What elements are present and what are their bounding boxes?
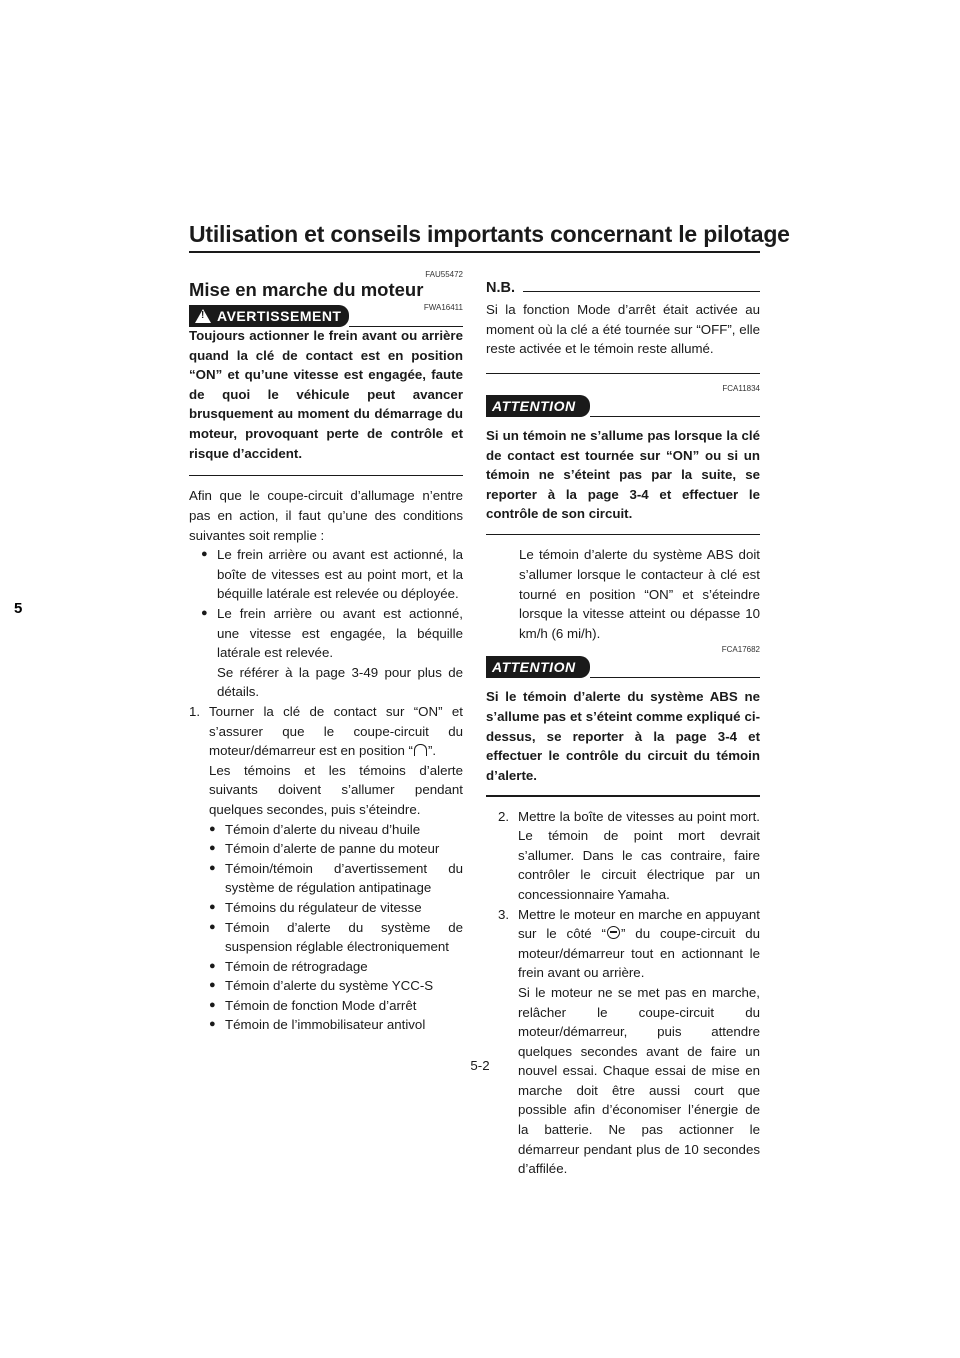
section-title: Mise en marche du moteur — [189, 279, 424, 300]
attention1-code: FCA11834 — [722, 384, 760, 394]
left-column — [189, 270, 463, 1035]
chapter-tab-number: 5 — [14, 600, 23, 617]
attention1-end-rule — [486, 534, 760, 535]
bullet-icon: ● — [209, 900, 216, 913]
list-item: ● Témoin d’alerte du système YCC-S — [209, 976, 463, 996]
indicators-list — [189, 820, 463, 1036]
right-column — [486, 280, 760, 1179]
conditions-list — [189, 545, 463, 702]
abs-text: Le témoin d’alerte du système ABS doit s’allumer lorsque le contacteur à clé est tourné en position “ON” et s’éteindre lorsque la vitesse atteint ou dépasse 10 km/h (6 mi/h). — [519, 547, 760, 641]
nb-text: Si la fonction Mode d’arrêt était activée au moment où la clé a été tournée sur “OFF”, elle reste activée et le témoin reste allumé. — [486, 302, 760, 357]
header-rule — [189, 251, 760, 253]
warning-text: Toujours actionner le frein avant ou arrière quand la clé de contact est en position “ON” et qu’une vitesse est engagée, faute de quoi le véhicule peut avancer brusquement au moment du démarrage du moteur, provoquant perte de contrôle et risque d’accident. — [189, 328, 463, 461]
list-item: ● Témoin d’alerte du niveau d’huile — [209, 820, 463, 840]
intro-text: Afin que le coupe-circuit d’allumage n’entre pas en action, il faut qu’une des conditions suivantes soit remplie : — [189, 488, 463, 543]
warning-code: FWA16411 — [423, 303, 463, 312]
bullet-icon: ● — [209, 998, 216, 1011]
warning-triangle-icon — [195, 309, 211, 323]
bullet-icon: ● — [209, 861, 216, 874]
list-item: ● Témoin de fonction Mode d’arrêt — [209, 996, 463, 1016]
warning-end-rule — [189, 475, 463, 476]
page-header-title: Utilisation et conseils importants concernant le pilotage — [189, 221, 790, 247]
bullet-icon: ● — [201, 548, 208, 561]
list-item: ● Témoins du régulateur de vitesse — [209, 898, 463, 918]
bullet-icon: ● — [209, 842, 216, 855]
attention2-code: FCA17682 — [721, 645, 760, 655]
step-1: 1. Tourner la clé de contact sur “ON” et s’assurer que le coupe-circuit du moteur/démarreur est en position “ ”. Les témoins et les témoins d’alerte suivants doivent s’allumer pendant quelques secondes, puis s’éteindre. — [189, 703, 463, 817]
attention2-end-rule — [486, 795, 760, 796]
list-item: ● Le frein arrière ou avant est actionné, la boîte de vitesses est au point mort, et la béquille latérale est relevée ou déployée. — [201, 545, 463, 604]
list-item: ● Témoin d’alerte de panne du moteur — [209, 839, 463, 859]
attention2-label: ATTENTION — [486, 656, 590, 678]
list-item: ● Témoin d’alerte du système de suspension réglable électroniquement — [209, 918, 463, 957]
page-number: 5-2 — [470, 1058, 490, 1073]
list-item: Se référer à la page 3-49 pour plus de détails. — [217, 664, 463, 700]
nb-end-rule — [486, 373, 760, 374]
attention1-label: ATTENTION — [486, 395, 590, 417]
bullet-icon: ● — [209, 822, 216, 835]
nb-title: N.B. — [486, 280, 515, 296]
list-item: ● Témoin de rétrogradage — [209, 957, 463, 977]
attention2-text: Si le témoin d’alerte du système ABS ne s’allume pas et s’éteint comme expliqué ci-dessus, se reporter à la page 3-4 et effectuer le contrôle du circuit du témoin d’alerte. — [486, 689, 760, 783]
section-code: FAU55472 — [425, 270, 463, 279]
list-item: ● Le frein arrière ou avant est actionné, une vitesse est engagée, la béquille latérale est relevée. — [201, 604, 463, 663]
bullet-icon: ● — [201, 607, 208, 620]
nb-heading — [486, 280, 760, 296]
attention1-text: Si un témoin ne s’allume pas lorsque la clé de contact est tournée sur “ON” ou si un témoin ne s’éteint pas par la suite, se reporter à la page 3-4 et effectuer le contrôle de son circuit. — [486, 428, 760, 522]
attention2-banner — [486, 656, 760, 678]
bullet-icon: ● — [209, 959, 216, 972]
list-item: ● Témoin/témoin d’avertissement du système de régulation antipatinage — [209, 859, 463, 898]
bullet-icon: ● — [209, 979, 216, 992]
warning-label: AVERTISSEMENT — [217, 308, 342, 324]
start-switch-icon — [607, 926, 620, 939]
bullet-icon: ● — [209, 920, 216, 933]
list-item: ● Témoin de l’immobilisateur antivol — [209, 1015, 463, 1035]
engine-switch-stop-icon — [414, 744, 427, 756]
attention1-banner — [486, 395, 760, 417]
bullet-icon: ● — [209, 1018, 216, 1031]
step-3: 3. Mettre le moteur en marche en appuyant sur le côté “ ” du coupe-circuit du moteur/démarreur tout en actionnant le frein avant ou arrière. Si le moteur ne se met pas en marche, relâcher le coupe-circuit du moteur/démarreur, puis attendre quelques secondes avant de faire un nouvel essai. Chaque essai de mise en marche doit être aussi court que possible afin d’économiser l’énergie de la batterie. Ne pas actionner le démarreur pendant plus de 10 secondes d’affilée. — [498, 906, 760, 1177]
step-2: 2. Mettre la boîte de vitesses au point mort. Le témoin de point mort devrait s’allumer. Dans le cas contraire, faire contrôler le circuit électrique par un concessionnaire Yamaha. — [498, 808, 760, 902]
